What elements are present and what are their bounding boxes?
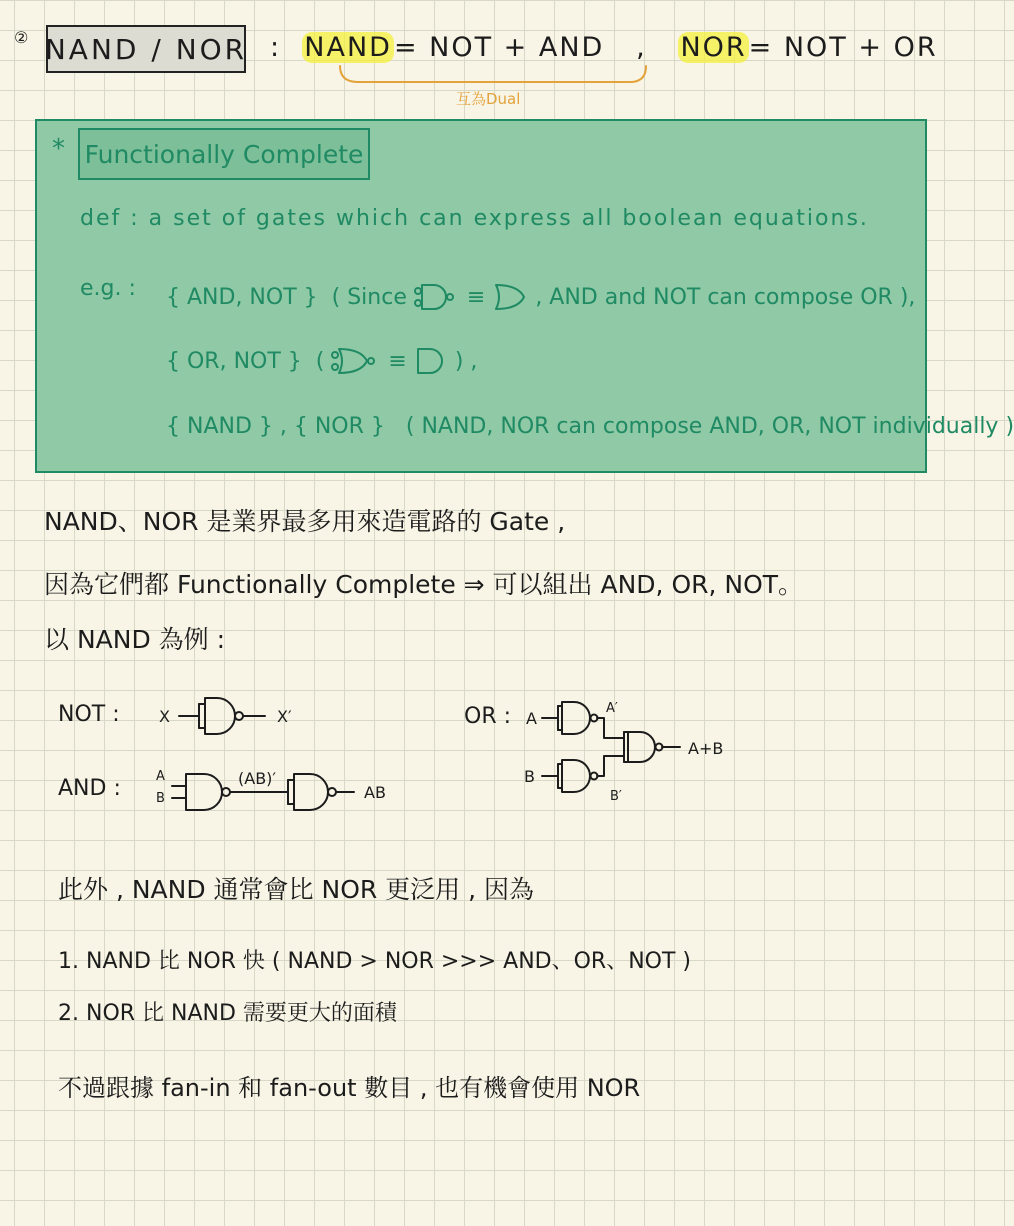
definition-title: Functionally Complete — [78, 128, 370, 180]
example-set-nand-nor: { NAND } , { NOR } — [166, 414, 385, 439]
nor-equation: = NOT + OR — [748, 32, 938, 63]
dual-note: 互為Dual — [456, 90, 521, 108]
paragraph-industry: NAND、NOR 是業界最多用來造電路的 Gate , — [44, 507, 566, 536]
section-number: ② — [14, 28, 29, 47]
paragraph-nand-preference: 此外 , NAND 通常會比 NOR 更泛用 , 因為 — [58, 875, 535, 904]
list-item-area: 2. NOR 比 NAND 需要更大的面積 — [58, 1001, 397, 1026]
nand-with-inverted-inputs-icon — [414, 282, 460, 312]
example-nand-nor — [166, 414, 1014, 439]
nand-equation: = NOT + AND — [393, 32, 605, 63]
header-colon: : — [270, 32, 282, 63]
paragraph-fan-in-out: 不過跟據 fan-in 和 fan-out 數目 , 也有機會使用 NOR — [58, 1074, 641, 1102]
or-inverted-a-label: A′ — [606, 701, 618, 716]
nand-term: NAND — [304, 32, 392, 63]
equivalence-sign-2: ≡ — [388, 349, 407, 374]
or-input-b-label: B — [524, 767, 535, 786]
example-or-not — [166, 338, 477, 374]
example-set-or-not: { OR, NOT } — [166, 349, 302, 374]
and-input-b-label: B — [156, 791, 165, 806]
not-from-nand-circuit — [155, 690, 315, 740]
or-output-label: A+B — [688, 739, 724, 758]
example-since: ( Since — [331, 285, 407, 310]
equivalence-sign: ≡ — [466, 285, 486, 310]
and-intermediate-label: (AB)′ — [238, 769, 277, 788]
and-circuit-label: AND : — [58, 776, 121, 801]
section-title: NAND / NOR — [46, 25, 246, 73]
or-with-inverted-inputs-icon — [331, 346, 381, 376]
close-paren: ) , — [454, 349, 478, 374]
definition-text: def : a set of gates which can express all boolean equations. — [80, 206, 869, 231]
header-comma: , — [636, 32, 647, 63]
example-nand-nor-note: ( NAND, NOR can compose AND, OR, NOT individually ) — [405, 414, 1014, 439]
example-label: e.g. : — [80, 276, 136, 301]
list-item-speed: 1. NAND 比 NOR 快 ( NAND > NOR >>> AND、OR、NOT ) — [58, 949, 692, 974]
nor-term: NOR — [680, 32, 747, 63]
example-set-and-not: { AND, NOT } — [166, 285, 318, 310]
open-paren: ( — [315, 349, 325, 374]
paragraph-reason: 因為它們都 Functionally Complete ⇒ 可以組出 AND, OR, NOT。 — [44, 570, 804, 599]
and-output-label: AB — [364, 783, 386, 802]
and-from-nand-circuit — [152, 760, 412, 816]
not-input-label: X — [159, 707, 170, 726]
or-circuit-label: OR : — [464, 704, 512, 729]
and-input-a-label: A — [156, 769, 165, 784]
star-bullet: * — [52, 134, 65, 164]
or-from-nand-circuit — [520, 694, 750, 804]
header-equation — [270, 32, 938, 63]
or-input-a-label: A — [526, 709, 537, 728]
or-inverted-b-label: B′ — [610, 789, 622, 804]
not-output-label: X′ — [277, 707, 292, 726]
example-explanation: , AND and NOT can compose OR ), — [535, 285, 916, 310]
and-gate-icon — [414, 346, 448, 376]
example-and-not — [166, 274, 915, 310]
or-gate-icon — [492, 282, 528, 312]
paragraph-example-intro: 以 NAND 為例 : — [44, 625, 226, 654]
not-circuit-label: NOT : — [58, 702, 120, 727]
